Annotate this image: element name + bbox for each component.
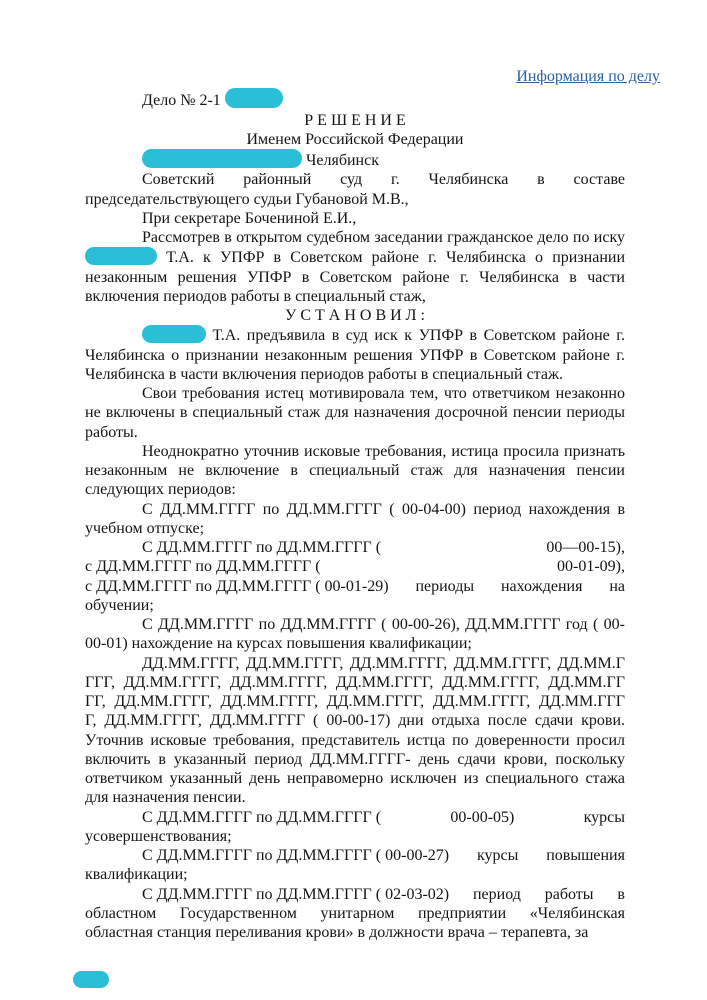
document-line: [85, 634, 625, 653]
document-line: [85, 750, 625, 769]
document-line: [85, 923, 625, 942]
document-line-text: Челябинск: [306, 152, 379, 169]
document-line-text: Р Е Ш Е Н И Е: [304, 111, 406, 129]
document-line: [85, 769, 625, 788]
document-line: [85, 731, 625, 750]
document-line: [85, 365, 625, 384]
case-info-link-row: [0, 0, 707, 86]
document-line: [85, 88, 625, 110]
document-line: [85, 268, 625, 287]
document-line-segment: в: [617, 885, 625, 903]
document-line-segment: курсы: [476, 847, 519, 864]
redaction-blob: [85, 247, 157, 265]
document-line-text: председательствующего судьи Губановой М.В.,: [85, 190, 409, 208]
document-line-text: усовершенствования;: [85, 827, 232, 845]
document-line: [85, 615, 625, 634]
document-line: [85, 306, 625, 325]
document-line: [85, 170, 625, 189]
document-line: [85, 111, 625, 130]
document-line: [85, 228, 625, 247]
document-line-text: Рассмотрев в открытом судебном заседании гражданское дело по иску: [142, 229, 625, 246]
document-line: [85, 596, 625, 615]
document-line: [85, 287, 625, 306]
document-line-segment: курсы: [583, 808, 625, 826]
document-line: [85, 788, 625, 807]
document-line: [85, 500, 625, 519]
document-line-segment: 00-01-09),: [557, 558, 625, 576]
document-line-text: ответчиком указанный день неправомерно исключен из специального стажа: [85, 770, 625, 787]
document-line: [85, 480, 625, 499]
document-line-text: ГГ, ДД.ММ.ГГГГ, ДД.ММ.ГГГГ, ДД.ММ.ГГГГ, ДД.ММ.ГГГГ, ДД.ММ.ГГГ: [85, 693, 625, 710]
document-line-segment: С ДД.ММ.ГГГГ по ДД.ММ.ГГГГ ( 00-00-27): [142, 847, 450, 864]
document-line: [85, 403, 625, 422]
document-line-text: учебном отпуске;: [85, 519, 205, 537]
document-line-segment: повышения: [546, 847, 625, 864]
document-line-text: для назначения пенсии.: [85, 789, 246, 807]
document-line: [85, 209, 625, 228]
document-line-text: Г, ДД.ММ.ГГГГ, ДД.ММ.ГГГГ ( 00-00-17) дни отдыха после сдачи крови.: [85, 712, 625, 730]
document-line: [85, 808, 625, 827]
document-body: [0, 88, 707, 942]
document-line-text: квалификации;: [85, 866, 188, 884]
document-line: [85, 711, 625, 730]
document-line-text: ДД.ММ.ГГГГ, ДД.ММ.ГГГГ, ДД.ММ.ГГГГ, ДД.ММ.ГГГГ, ДД.ММ.Г: [142, 654, 625, 672]
document-line-segment: 00—00-15),: [546, 539, 625, 556]
document-line: [85, 577, 625, 596]
document-line-text: работы.: [85, 423, 138, 441]
document-line-text: Уточнив исковые требования, представитель истца по доверенности просил: [85, 731, 625, 749]
document-line-text: незаконным решения УПФР в Советском районе г. Челябинска в части: [85, 268, 625, 286]
document-line: [85, 346, 625, 365]
document-line-text: Т.А. к УПФР в Советском районе г. Челябинска о признании: [166, 249, 625, 267]
document-line-text: Неоднократно уточнив исковые требования, истица просила признать: [142, 442, 625, 460]
document-line: [85, 885, 625, 904]
document-line: [85, 654, 625, 673]
document-line-text: Дело № 2-1: [142, 92, 221, 110]
document-line-text: Челябинска о признании незаконным решения УПФР в Советском районе г.: [85, 346, 625, 364]
document-line-text: С ДД.ММ.ГГГГ по ДД.ММ.ГГГГ ( 00-04-00) период нахождения в: [142, 500, 625, 518]
redaction-blob: [225, 88, 283, 108]
document-line-segment: с ДД.ММ.ГГГГ по ДД.ММ.ГГГГ ( 00-01-29): [85, 577, 389, 595]
document-line-segment: работы: [544, 885, 594, 903]
document-line: [85, 325, 625, 345]
document-line: [85, 827, 625, 846]
redaction-blob-bottom: [73, 971, 109, 988]
document-line-segment: нахождения: [500, 577, 583, 595]
document-line-text: следующих периодов:: [85, 481, 236, 499]
document-line-text: включить в указанный период ДД.ММ.ГГГГ- день сдачи крови, поскольку: [85, 750, 625, 768]
document-line: [85, 673, 625, 692]
redaction-blob: [142, 325, 206, 343]
document-line: [85, 557, 625, 576]
document-line-text: Челябинска в части включения периодов работы в специальный стаж.: [85, 365, 564, 383]
document-line-segment: на: [609, 577, 625, 595]
document-line-segment: с ДД.ММ.ГГГГ по ДД.ММ.ГГГГ (: [85, 558, 321, 576]
document-line: [85, 190, 625, 209]
document-line-text: Т.А. предъявила в суд иск к УПФР в Советском районе г.: [212, 327, 626, 345]
document-line-text: областном Государственном унитарном предприятии «Челябинская: [85, 904, 625, 922]
document-line-text: При секретаре Бочениной Е.И.,: [142, 209, 357, 227]
document-line-text: обучении;: [85, 596, 154, 614]
document-line-segment: С ДД.ММ.ГГГГ по ДД.ММ.ГГГГ ( 02-03-02): [142, 885, 450, 903]
document-line: [85, 461, 625, 480]
document-line-text: У С Т А Н О В И Л :: [285, 307, 425, 324]
document-line-text: С ДД.ММ.ГГГГ по ДД.ММ.ГГГГ ( 00-00-26), ДД.ММ.ГГГГ год ( 00-: [142, 616, 625, 633]
document-line: [85, 538, 625, 557]
document-line-text: 00-01) нахождение на курсах повышения квалификации;: [85, 635, 472, 653]
document-line: [85, 519, 625, 538]
document-line-text: не включены в специальный стаж для назначения досрочной пенсии периоды: [85, 404, 625, 422]
document-line-text: ГГГ, ДД.ММ.ГГГГ, ДД.ММ.ГГГГ, ДД.ММ.ГГГГ, ДД.ММ.ГГГГ, ДД.ММ.ГГ: [85, 673, 625, 691]
document-line: [85, 904, 625, 923]
document-line-segment: С ДД.ММ.ГГГГ по ДД.ММ.ГГГГ (: [142, 808, 382, 826]
document-line: [85, 130, 625, 149]
document-line: [85, 423, 625, 442]
document-line-segment: С ДД.ММ.ГГГГ по ДД.ММ.ГГГГ (: [142, 539, 382, 556]
document-line: [85, 442, 625, 461]
document-line-text: Именем Российской Федерации: [246, 130, 464, 148]
document-line-text: Советский районный суд г. Челябинска в составе: [142, 171, 625, 189]
document-line: [85, 692, 625, 711]
redaction-blob: [142, 149, 302, 168]
document-line-text: включения периодов работы в специальный стаж,: [85, 287, 426, 305]
document-line-segment: период: [472, 885, 521, 903]
document-line: [85, 865, 625, 884]
document-line: [85, 846, 625, 865]
document-line-segment: периоды: [415, 577, 475, 595]
document-line: [85, 384, 625, 403]
case-info-link[interactable]: Информация по делу: [516, 68, 660, 85]
document-line: [85, 247, 625, 267]
document-line-text: областная станция переливания крови» в должности врача – терапевта, за: [85, 924, 589, 941]
document-line-text: Свои требования истец мотивировала тем, что ответчиком незаконно: [142, 385, 625, 402]
document-line-segment: 00-00-05): [450, 808, 515, 826]
document-line-text: незаконным не включение в специальный стаж для назначения пенсии: [85, 462, 625, 479]
document-line: [85, 149, 625, 170]
